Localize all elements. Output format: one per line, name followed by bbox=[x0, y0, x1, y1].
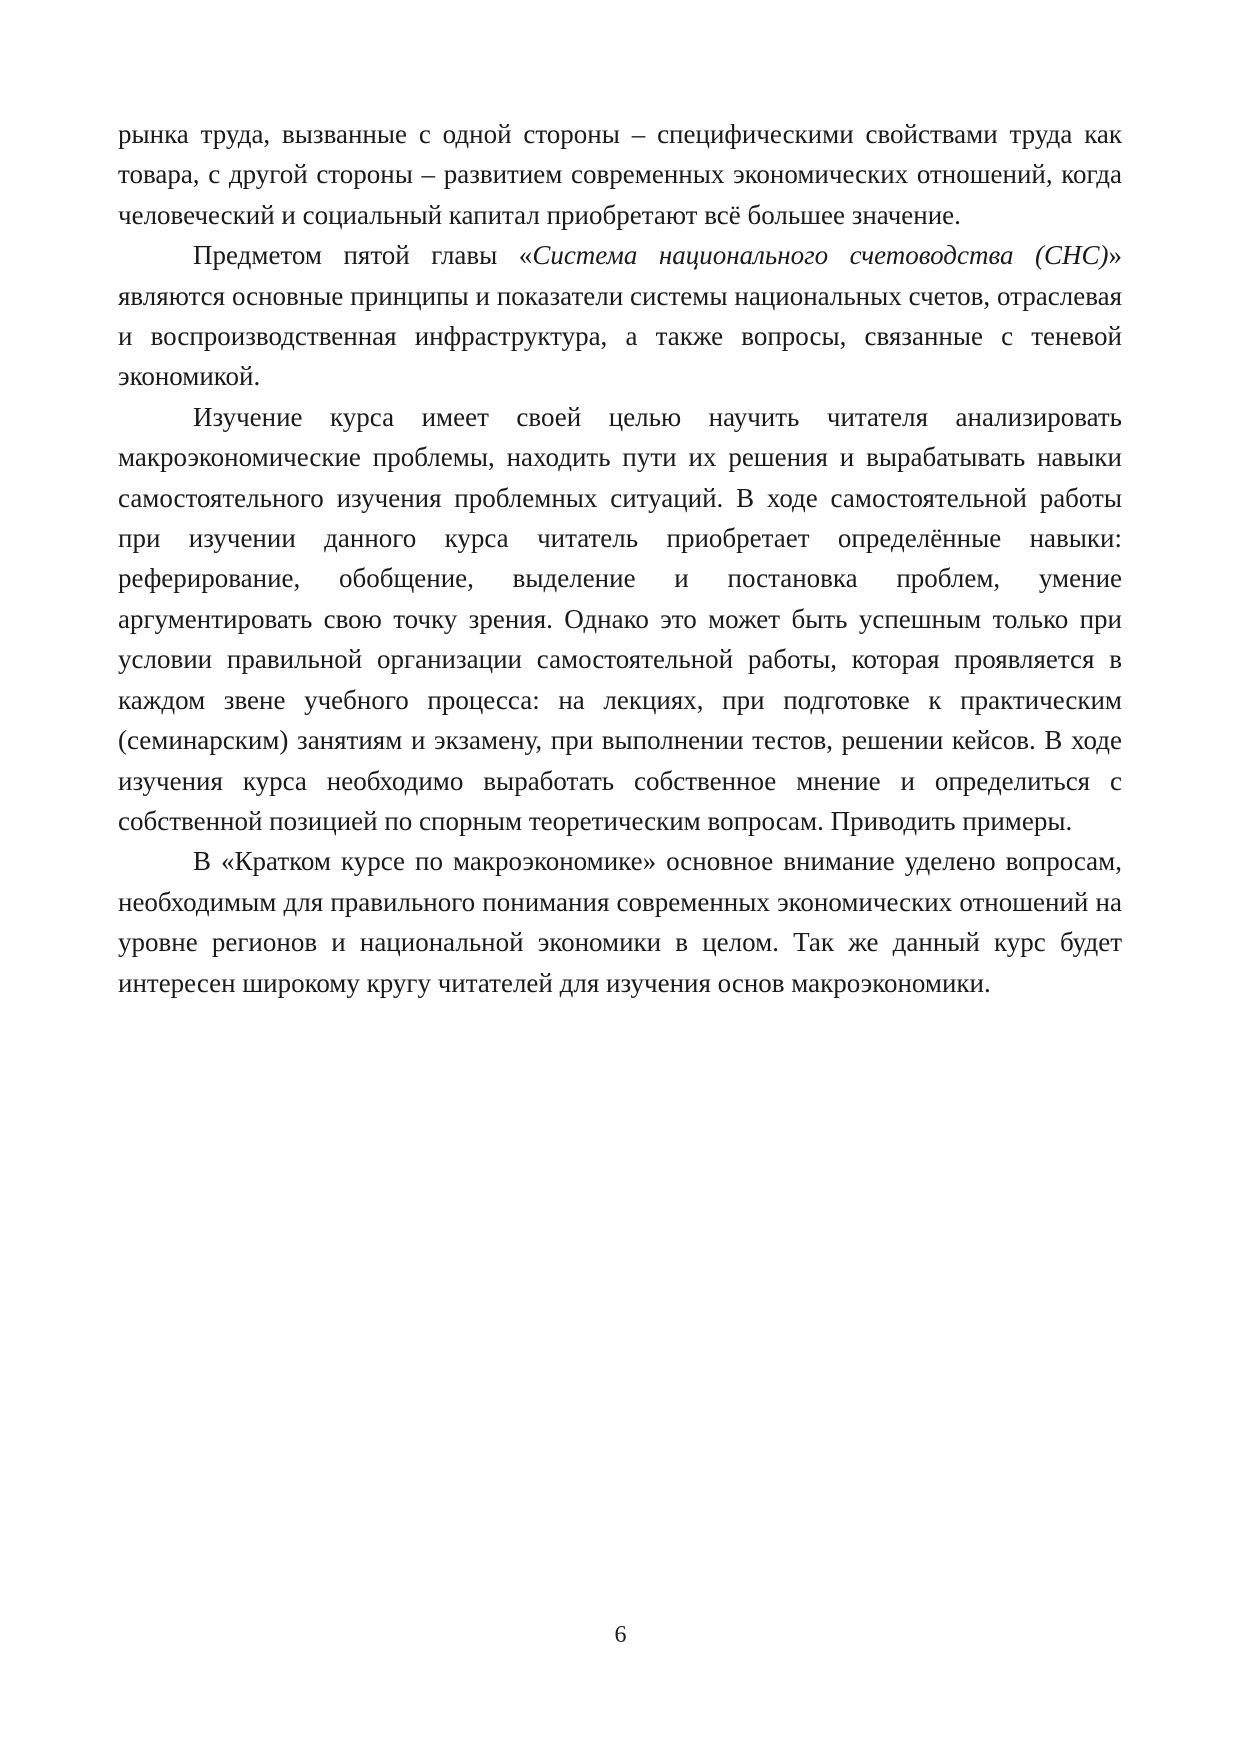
paragraph-1: рынка труда, вызванные с одной стороны – специфическими свойствами труда как товара, с другой стороны – развитием современных экономических отношений, когда человеческий и социальный капитал приобретают всё большее значение. bbox=[118, 119, 1122, 230]
body-text bbox=[118, 114, 1122, 1003]
paragraph-2-lead: Предметом пятой главы « bbox=[193, 240, 533, 271]
paragraph-3: Изучение курса имеет своей целью научить читателя анализировать макроэкономические проблемы, находить пути их решения и вырабатывать навыки самостоятельного изучения проблемных ситуаций. В ходе самостоятельной работы при изучении данного курса читатель приобретает определённые навыки: реферирование, обобщение, выделение и постановка проблем, умение аргументировать свою точку зрения. Однако это может быть успешным только при условии правильной организации самостоятельной работы, которая проявляется в каждом звене учебного процесса: на лекциях, при подготовке к практическим (семинарским) занятиям и экзамену, при выполнении тестов, решении кейсов. В ходе изучения курса необходимо выработать собственное мнение и определиться с собственной позицией по спорным теоретическим вопросам. Приводить примеры. bbox=[118, 401, 1122, 836]
paragraph-2-rest: » являются основные принципы и показатели системы национальных счетов, отраслевая и воспроизводственная инфраструктура, а также вопросы, связанные с теневой экономикой. bbox=[118, 240, 1122, 392]
paragraph-2 bbox=[118, 235, 1122, 397]
chapter-title-italic: Система национального счетоводства (СНС) bbox=[532, 240, 1109, 271]
paragraph-4: В «Кратком курсе по макроэкономике» основное внимание уделено вопросам, необходимым для правильного понимания современных экономических отношений на уровне регионов и национальной экономики в целом. Так же данный курс будет интересен широкому кругу читателей для изучения основ макроэкономики. bbox=[118, 846, 1122, 998]
page-number: 6 bbox=[614, 1622, 627, 1648]
